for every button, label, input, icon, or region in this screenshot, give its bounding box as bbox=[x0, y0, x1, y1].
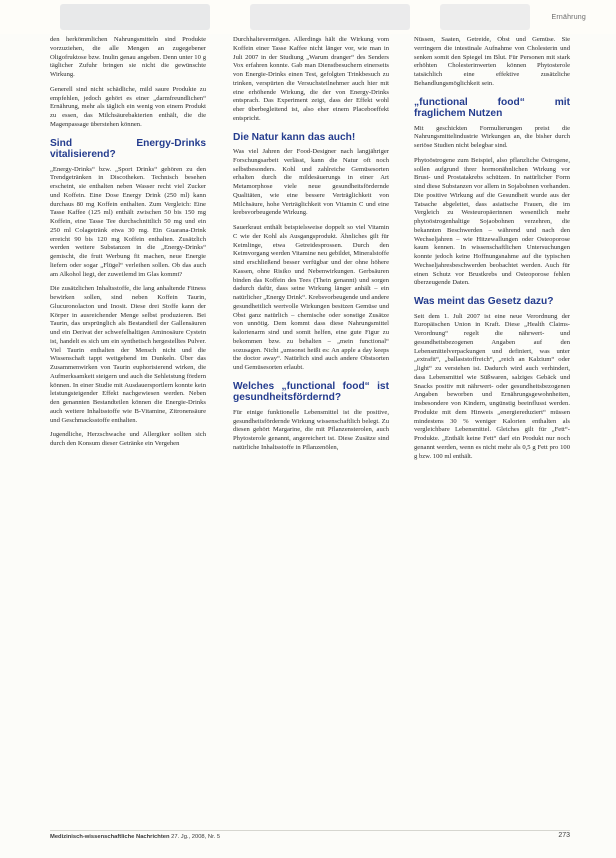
paragraph: Für einige funktionelle Lebensmittel ist die positive, gesundheitsfördernde Wirkung wissenschaftlich belegt. Zu diesen gehört Margarine, die mit Pflanzensterolen, auch Phytosterole genannt, angereichert ist. Diese Zusätze sind natürliche Inhaltsstoffe in Pflanzenölen, bbox=[233, 408, 389, 451]
paragraph: Nüssen, Saaten, Getreide, Obst und Gemüse. Sie verringern die intestinale Aufnahme von Cholesterin und senken somit den Spiegel im Blut. Für Personen mit stark erhöhten Cholesterinwerten können Phytosterole tatsächlich eine effektive zusätzliche Behandlungsmöglichkeit sein. bbox=[414, 36, 570, 87]
section-label: Ernährung bbox=[551, 14, 586, 21]
paragraph: Jugendliche, Herzschwache und Allergiker sollten sich durch den Konsum dieser Getränke ein Vergehen bbox=[50, 431, 206, 447]
text-column-2 bbox=[233, 36, 389, 459]
paragraph: Generell sind nicht schädliche, mild saure Produkte zu empfehlen, jedoch gehört es einer „darmfreundlichen“ Ernährung, mehr als täglich ein wenig von einem Produkt zu essen, das Milchsäurebakterien enthält, die die Magenpassage überstehen können. bbox=[50, 85, 206, 128]
section-heading: Welches „functional food“ ist gesundheitsfördernd? bbox=[233, 380, 389, 404]
paragraph: Seit dem 1. Juli 2007 ist eine neue Verordnung der Europäischen Union in Kraft. Diese „Health Claims-Verordnung“ regelt die nährwert- und gesundheitsbezogenen Angaben auf den Lebensmittelverpackungen und definiert, was unter „extrafit“, „ballaststoffreich“, „reich an Kalzium“ oder „light“ zu verstehen ist. Dadurch wird auch verhindert, dass Lebensmittel wie Süßwaren, salziges Gebäck und Snacks positiv mit nährwert- oder gesundheitsbezogenen Angaben beworben und Ernährungsgewohnheiten, insbesondere von Kindern, ungünstig beeinflusst werden. Produkte mit dem Hinweis „energiereduziert“ müssen mindestens 30 % weniger Kalorien enthalten als vergleichbare Lebensmittel. Gleiches gilt für „Fett“-Produkte. „Enthält keine Fett“ darf ein Produkt nur noch genannt werden, wenn es nicht mehr als 0,5 g Fett pro 100 g bzw. 100 ml enthält. bbox=[414, 312, 570, 460]
header-decoration bbox=[250, 4, 410, 30]
paragraph: Phytoöstrogene zum Beispiel, also pflanzliche Östrogene, sollen aufgrund ihrer hormonähnlichen Wirkung vor Brust- und Prostatakrebs schützen. In natürlicher Form sind diese Substanzen vor allem in Sojabohnen vorhanden. Die positive Wirkung auf die Gesundheit wurde aus der Tatsache abgeleitet, dass asiatische Frauen, die im Vergleich zu Westeuropäerinnen wesentlich mehr phytoöstrogenhaltige Sojaobohnen verzehren, die bekannten Beschwerden – während und nach den Wechseljahren – wie Hitzewallungen oder Osteoporose kaum kennen. In wissenschaftlichen Untersuchungen konnte jedoch keine Hoffnungsnahme auf die typischen Wechseljahresbeschwerden beobachtet werden. Auch für einen Schutz vor Brustkrebs und Osteoporose fehlen überzeugende Daten. bbox=[414, 156, 570, 287]
page-number: 273 bbox=[558, 832, 570, 839]
header-decoration bbox=[60, 4, 210, 30]
journal-issue: 27. Jg., 2008, Nr. 5 bbox=[171, 834, 221, 840]
section-heading: Was meint das Gesetz dazu? bbox=[414, 296, 554, 307]
paragraph: Sauerkraut enthält beispielsweise doppelt so viel Vitamin C wie der Kohl als Ausgangsprodukt. Ähnliches gilt für Keimlinge, etwa Getreidesprossen. Durch den Keimvorgang werden Vitamine neu gebildet, Mineralstoffe sind erschließend besser verfügbar und der ohne höhere Kassen, ohne Risiko und Nebenwirkungen. Gerbsäuren binden das Koffein des Tees (Thein genannt) und sorgen dadurch dafür, dass seine Wirkung länger anhält – ein natürlicher „Energy Drink“. Krebsvorbeugende und andere gesundheitlich wertvolle Wirkungen besitzen Gemüse und Obst ganz natürlich – chemische oder sonstige Zusätze von unnötig. Dem kommt dass diese Nahrungsmittel kalorienarm sind und somit helfen, eine gute Figur zu bekommen bzw. zu behalten – „mein functional“ sozusagen. Nicht „umsonst heißt es: An apple a day keeps the doctor away“. Natürlich sind auch andere Obstsorten und Gemüsesorten erlaubt. bbox=[233, 224, 389, 371]
section-heading: Sind Energy-Drinks vitalisierend? bbox=[50, 137, 206, 160]
section-heading: „functional food“ mit fraglichem Nutzen bbox=[414, 96, 570, 119]
journal-name: Medizinisch-wissenschaftliche Nachrichten bbox=[50, 834, 170, 840]
paragraph: Mit geschickten Formulierungen preist die Nahrungsmittelindustrie Wirkungen an, die bisher durch seriöse Studien nicht belegbar sind. bbox=[414, 124, 570, 149]
header-decoration bbox=[440, 4, 530, 30]
text-column-3 bbox=[414, 36, 570, 467]
footer-divider bbox=[50, 830, 570, 831]
footer-citation bbox=[50, 834, 220, 840]
paragraph: Die zusätzlichen Inhaltsstoffe, die lang anhaltende Fitness bewirken sollen, sind neben Koffein Taurin, Glucuronolacton und Inosit. Diese drei Stoffe kann der Körper in ausreichender Menge selbst produzieren. Bei Taurin, das ursprünglich als Bestandteil der Gallensäuren und ein Derivat der schwefelhaltigen Aminosäure Cystein ist, handelt es sich um ein synthetisch hergestelltes Pulver. Viel Taurin enthalten der Mensch nicht und die Wissenschaft tappt weitgehend im Dunkeln. Über das Zusammenwirken von Taurin euphorisierend wirken, die Aufmerksamkeit steigern und auch die Sehleistung fördern können. In einer Studie mit Ausdauersportlern konnte kein leistungsteigender Effekt nachgewiesen werden. Neben den genannten Bestandteilen können die Energie-Drinks auch weitere Inhaltsstoffe wie B-Vitamine, Zitronensäure und Geschmacksstoffe enthalten. bbox=[50, 285, 206, 424]
paragraph: Was viel Jahren der Food-Designer nach langjähriger Forschungsarbeit verlässt, kann die Natur oft noch selbstbesonders. Kohl und zahlreiche Gemüsesorten erhalten durch die mildesäuerungs in einer Art Metamorphose viele neue gesundheitsfördernde Qualitäten, wie eine bessere Verträglichkeit von Milchsäure, hohe Verträglichkeit von Vitamin C und eine krebsvorbeugende Wirkung. bbox=[233, 148, 389, 217]
text-column-1 bbox=[50, 36, 206, 455]
section-heading: Die Natur kann das auch! bbox=[233, 131, 356, 143]
header-band bbox=[0, 0, 616, 34]
paragraph: „Energy-Drinks“ bzw. „Sport Drinks“ gehören zu den Trendgetränken in Discotheken. Technisch besehen erscheint, sie enthalten neben Wasser recht viel Zucker und Koffein. Eine Dose Energy Drink (250 ml) kann durchaus 80 mg Koffein enthalten. Zum Vergleich: Eine Tasse Kaffee (125 ml) enthält zwischen 50 bis 150 mg Koffein, eine Tasse Tee durchschnittlich 50 mg und ein 250 ml Colagetränk etwa 30 mg. Ein Guarana-Drink erreicht 90 bis 120 mg Koffein enthalten. Zusätzlich werden weitere Substanzen in die „Energy-Drinks“ gemischt, die fruit Werbung fit machen, neue Energie liefern oder sogar „Flügel“ verleihen sollen. Ob das auch am Alkohol liegt, der zuweilemd im Glas kommt? bbox=[50, 165, 206, 278]
paragraph: Durchhaltevermögen. Allerdings hält die Wirkung vom Koffein einer Tasse Kaffee nicht länger vor, wie man in Juli 2007 in der Studiung „Warum dranger“ des Senders Vox erfahren konnte. Gab man Dienstbesuchern einerseits von Energie-Drinks einen Test, gefolgten Trinkbesuch zu trinken, verspürten die Versuchsteilnehmer auch hier mit eine erhöhende Wirkung, die der von Energy-Drinks entsprach. Das Experiment zeigt, dass der Effekt wohl eher überbegleitend ist, also eher einem Placeboeffekt entspricht. bbox=[233, 36, 389, 122]
paragraph: den herkömmlichen Nahrungsmitteln sind Produkte vorzuziehen, die alle Mengen an zugegebener Oligofruktose bzw. Inulin genau angeben. Denn unter 10 g täglicher Zufuhr bringen sie nicht die gewünschte Wirkung. bbox=[50, 36, 206, 78]
